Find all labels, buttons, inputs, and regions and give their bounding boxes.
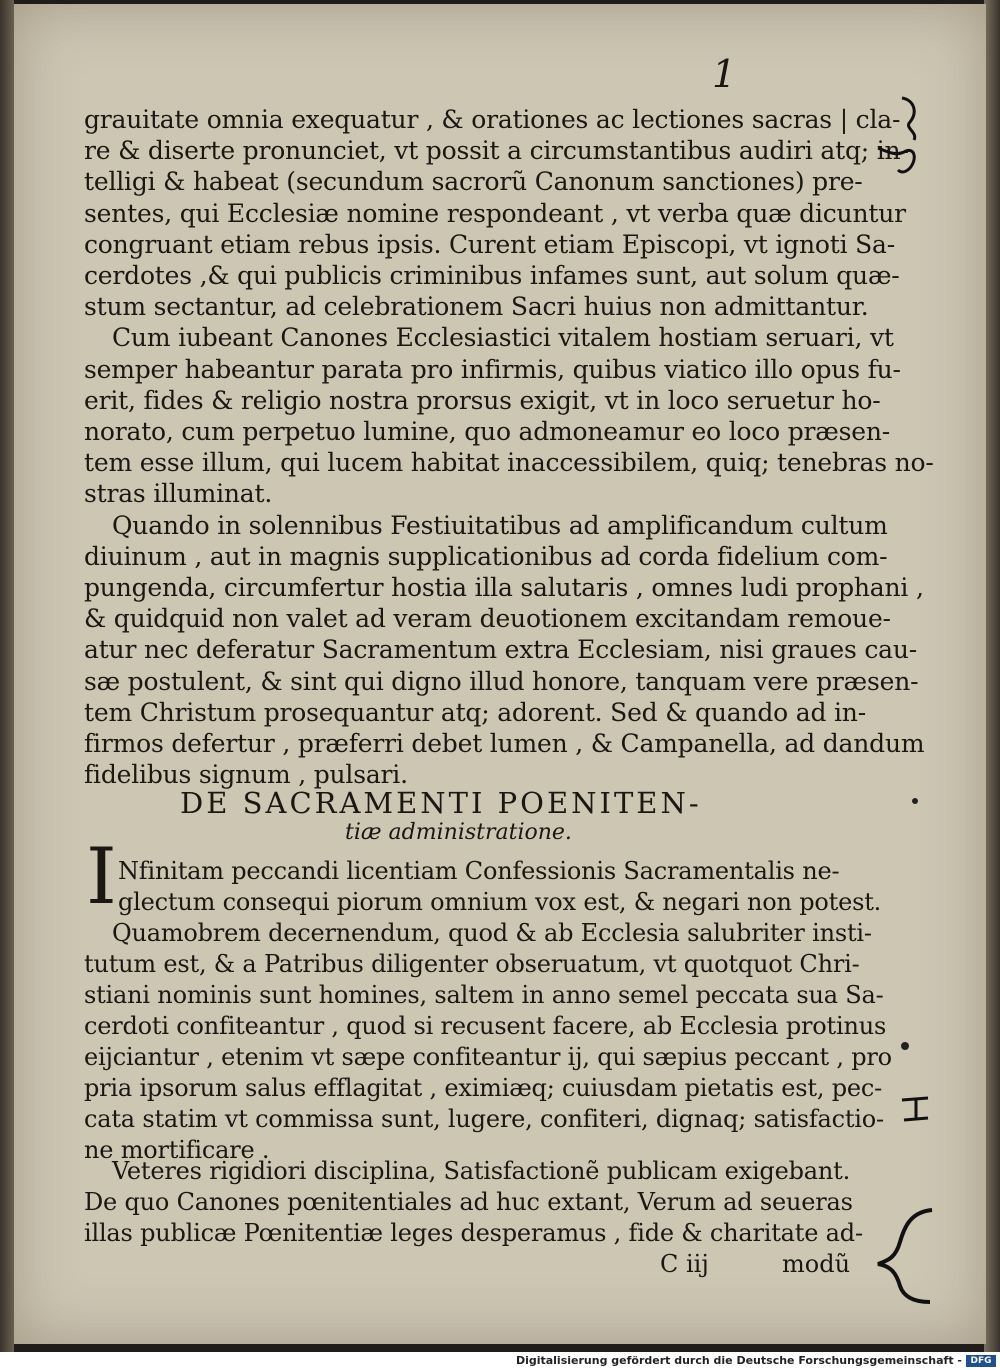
signature-mark: C iij [660, 1250, 709, 1278]
margin-note-icon [896, 1090, 936, 1130]
margin-dot-icon [912, 798, 918, 804]
margin-bracket-icon [874, 92, 934, 182]
text-line: semper habeantur parata pro infirmis, quibus viatico illo opus fu- [84, 354, 901, 384]
text-line: stum sectantur, ad celebrationem Sacri huius non admittantur. [84, 292, 869, 322]
dfg-logo: DFG [966, 1355, 996, 1367]
text-line: & quidquid non valet ad veram deuotionem excitandam remoue- [84, 604, 891, 634]
text-line: cerdoti confiteantur , quod si recusent facere, ab Ecclesia protinus [84, 1012, 887, 1040]
text-line: cerdotes ,& qui publicis criminibus infames sunt, aut solum quæ- [84, 261, 900, 291]
text-line: ne mortificare . [84, 1136, 270, 1164]
text-line: stiani nominis sunt homines, saltem in anno semel peccata sua Sa- [84, 981, 884, 1009]
text-line: sæ postulent, & sint qui digno illud honore, tanquam vere præsen- [84, 666, 919, 696]
page-left-edge [0, 0, 14, 1352]
text-line: sentes, qui Ecclesiæ nomine respondeant , vt verba quæ dicuntur [84, 198, 906, 228]
margin-brace-icon [870, 1198, 940, 1308]
text-line: Cum iubeant Canones Ecclesiastici vitalem hostiam seruari, vt [112, 323, 894, 353]
page-right-edge [984, 0, 1000, 1352]
body-text-upper [84, 104, 934, 790]
text-line: glectum consequi piorum omnium vox est, & negari non potest. [118, 888, 882, 916]
margin-dot-icon [901, 1042, 909, 1050]
text-line: telligi & habeat (secundum sacrorũ Canonum sanctiones) pre- [84, 167, 863, 197]
body-text-lower [84, 856, 892, 1166]
body-text-final [84, 1156, 864, 1249]
funding-notice: Digitalisierung gefördert durch die Deutsche Forschungsgemeinschaft - [515, 1354, 962, 1367]
text-line: De quo Canones pœnitentiales ad huc extant, Verum ad seueras [84, 1188, 853, 1216]
section-heading: DE SACRAMENTI POENITEN- [180, 786, 702, 820]
text-line: erit, fides & religio nostra prorsus exigit, vt in loco seruetur ho- [84, 385, 881, 415]
drop-cap-initial: I [86, 832, 117, 922]
text-line: Quamobrem decernendum, quod & ab Ecclesia salubriter insti- [112, 919, 872, 947]
text-line: stras illuminat. [84, 479, 273, 509]
text-line: Quando in solennibus Festiuitatibus ad amplificandum cultum [112, 510, 888, 540]
catchword: modũ [782, 1250, 851, 1278]
text-line: diuinum , aut in magnis supplicationibus ad corda fidelium com- [84, 541, 888, 571]
text-line: atur nec deferatur Sacramentum extra Ecclesiam, nisi graues cau- [84, 635, 918, 665]
text-line: Veteres rigidiori disciplina, Satisfactionẽ publicam exigebant. [112, 1157, 850, 1185]
text-line: tem esse illum, qui lucem habitat inaccessibilem, quiq; tenebras no- [84, 448, 934, 478]
text-line: re & diserte pronunciet, vt possit a circumstantibus audiri atq; in- [84, 136, 909, 166]
text-line: grauitate omnia exequatur , & orationes ac lectiones sacras | cla- [84, 105, 901, 134]
text-line: fidelibus signum , pulsari. [84, 760, 408, 790]
text-line: norato, cum perpetuo lumine, quo admoneamur eo loco præsen- [84, 417, 890, 447]
text-line: cata statim vt commissa sunt, lugere, confiteri, dignaq; satisfactio- [84, 1105, 884, 1133]
text-line: tem Christum prosequantur atq; adorent. Sed & quando ad in- [84, 697, 866, 727]
folio-number: 1 [712, 52, 737, 96]
text-line: firmos defertur , præferri debet lumen , & Campanella, ad dandum [84, 729, 925, 759]
text-line: pria ipsorum salus efflagitat , eximiæq; cuiusdam pietatis est, pec- [84, 1074, 883, 1102]
text-line: illas publicæ Pœnitentiæ leges desperamus , fide & charitate ad- [84, 1219, 863, 1247]
text-line: congruant etiam rebus ipsis. Curent etiam Episcopi, vt ignoti Sa- [84, 229, 895, 259]
text-line: Nfinitam peccandi licentiam Confessionis Sacramentalis ne- [118, 857, 840, 885]
text-line: tutum est, & a Patribus diligenter obseruatum, vt quotquot Chri- [84, 950, 860, 978]
section-subheading: tiæ administratione. [345, 820, 572, 845]
text-line: pungenda, circumfertur hostia illa salutaris , omnes ludi prophani , [84, 573, 924, 603]
text-line: eijciantur , etenim vt sæpe confiteantur ij, qui sæpius peccant , pro [84, 1043, 892, 1071]
